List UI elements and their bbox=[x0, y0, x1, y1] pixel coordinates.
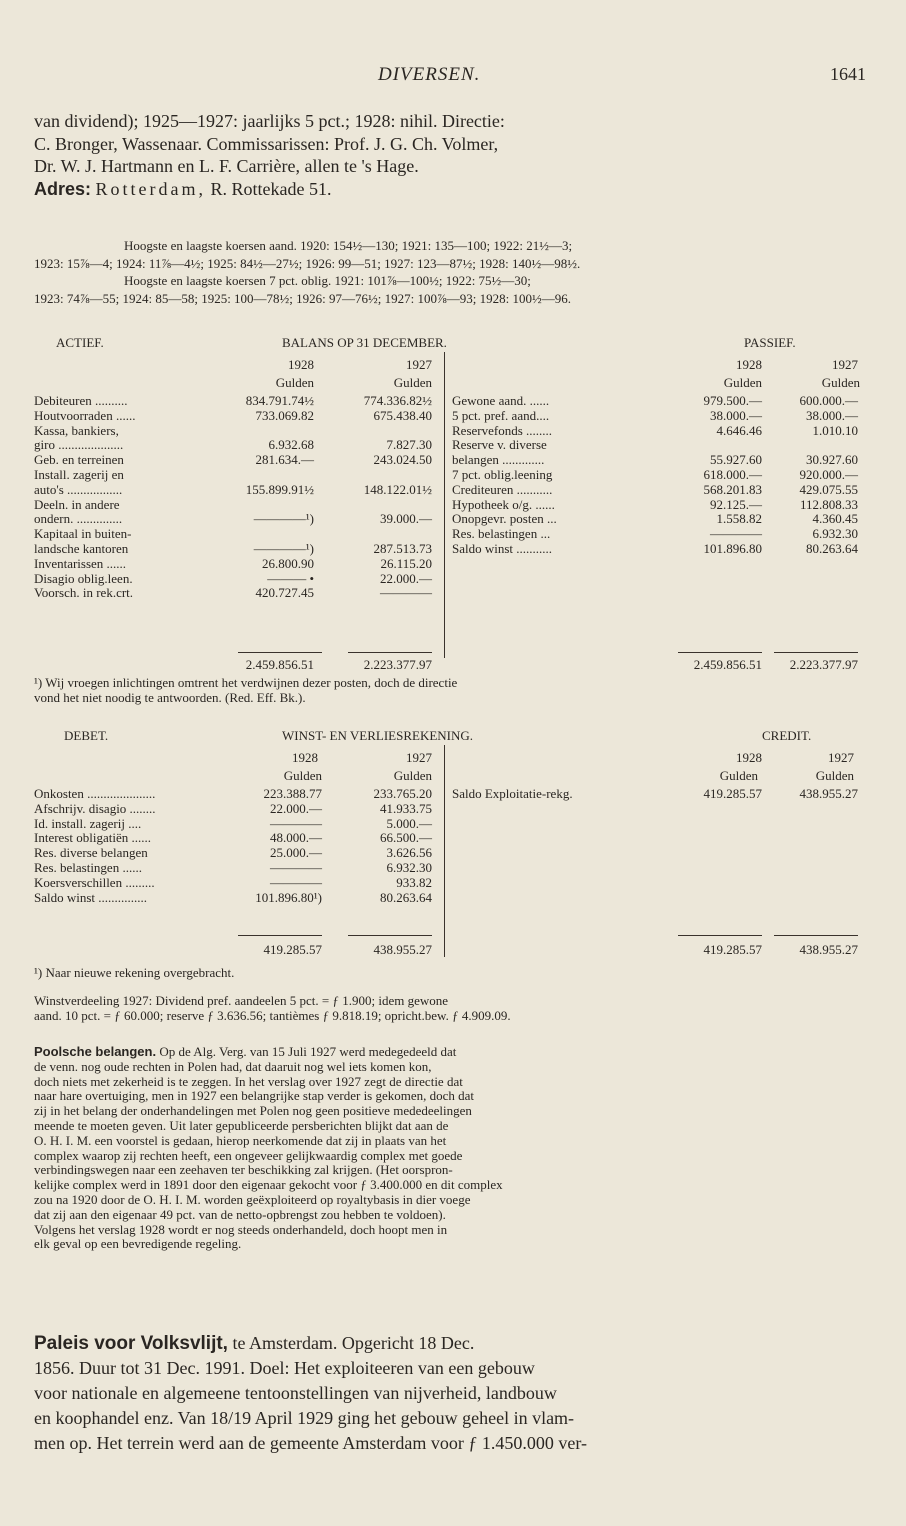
pl-debit-value: ———— bbox=[270, 874, 322, 890]
balance-asset-value: ———— bbox=[380, 585, 432, 601]
poolsche-line: elk geval op een bevredigende regeling. bbox=[34, 1236, 242, 1252]
pl-total-b: 438.955.27 bbox=[373, 942, 432, 957]
balance-right-year-b: 1927 bbox=[832, 357, 858, 372]
balance-total-b-right: 2.223.377.97 bbox=[789, 657, 858, 672]
poolsche-line: de venn. nog oude rechten in Polen had, dat daaruit nog wel iets komen kon, bbox=[34, 1058, 432, 1074]
pl-rule bbox=[774, 935, 858, 936]
pl-debit-value: 6.932.30 bbox=[386, 860, 432, 875]
balance-asset-label: Disagio oblig.leen. bbox=[34, 570, 133, 586]
balance-asset-label: Houtvoorraden ...... bbox=[34, 407, 136, 423]
balance-asset-value: 26.115.20 bbox=[380, 555, 432, 571]
pl-debit-label: Id. install. zagerij .... bbox=[34, 815, 142, 831]
pl-credit-value: 438.955.27 bbox=[799, 786, 858, 801]
pl-total-a-right: 419.285.57 bbox=[703, 942, 762, 957]
pl-right-unit-b: Gulden bbox=[815, 768, 854, 783]
balance-liability-value: 979.500.— bbox=[703, 393, 762, 408]
pl-center-title: WINST- EN VERLIESREKENING. bbox=[282, 728, 474, 743]
pl-debit-value: 233.765.20 bbox=[373, 786, 432, 801]
balance-asset-value: ————¹) bbox=[253, 511, 314, 527]
balance-footnote: ¹) Wij vroegen inlichtingen omtrent het verdwijnen dezer posten, doch de directie bbox=[34, 675, 458, 690]
address-city: Rotterdam, bbox=[95, 178, 206, 199]
quote-line: Hoogste en laagste koersen 7 pct. oblig. 1921: 101⅞—100½; 1922: 75½—30; bbox=[124, 273, 531, 288]
poolsche-section bbox=[34, 1045, 874, 1252]
balance-divider bbox=[444, 352, 445, 658]
balance-asset-label: Inventarissen ...... bbox=[34, 555, 127, 571]
balance-right-title: PASSIEF. bbox=[744, 335, 796, 350]
pl-divider bbox=[444, 745, 445, 957]
pl-credit-label: Saldo Exploitatie-rekg. bbox=[452, 786, 573, 801]
balance-liability-label: Gewone aand. ...... bbox=[452, 393, 550, 408]
pl-right-year-b: 1927 bbox=[828, 750, 854, 765]
balance-liability-value: 38.000.— bbox=[806, 407, 858, 423]
price-quotes bbox=[34, 237, 874, 307]
balance-liability-label: Crediteuren ........... bbox=[452, 481, 553, 497]
balance-asset-label: Install. zagerij en bbox=[34, 467, 124, 482]
balance-liability-value: 4.360.45 bbox=[812, 511, 858, 527]
balance-rule bbox=[348, 652, 432, 653]
intro-line: van dividend); 1925—1927: jaarlijks 5 pct.; 1928: nihil. Directie: bbox=[34, 111, 505, 131]
intro-line: C. Bronger, Wassenaar. Commissarissen: Prof. J. G. Ch. Volmer, bbox=[34, 133, 499, 154]
distribution-line: aand. 10 pct. = ƒ 60.000; reserve ƒ 3.636.56; tantièmes ƒ 9.818.19; opricht.bew. ƒ 4.909.09. bbox=[34, 1007, 511, 1023]
balance-left-year-a: 1928 bbox=[288, 357, 314, 372]
page-header bbox=[0, 64, 906, 88]
balance-asset-value: ————¹) bbox=[253, 541, 314, 556]
pl-left-year-a: 1928 bbox=[292, 750, 318, 765]
pl-debit-value: 41.933.75 bbox=[380, 800, 432, 816]
poolsche-line: meende te moeten geven. Uit later gepubliceerde persberichten blijkt dat aan de bbox=[34, 1117, 449, 1133]
balance-right-unit-a: Gulden bbox=[723, 375, 762, 390]
balance-asset-value: ——— • bbox=[267, 570, 314, 586]
pl-left-unit-a: Gulden bbox=[283, 768, 322, 783]
pl-footnote: ¹) Naar nieuwe rekening overgebracht. bbox=[34, 965, 235, 980]
balance-asset-label: Geb. en terreinen bbox=[34, 452, 124, 468]
balance-liability-label: 7 pct. oblig.leening bbox=[452, 467, 553, 482]
poolsche-line: doch niets met zekerheid is te zeggen. In het verslag over 1927 zegt de directie dat bbox=[34, 1073, 463, 1089]
pl-rule bbox=[348, 935, 432, 936]
balance-right-year-a: 1928 bbox=[736, 357, 762, 372]
balance-asset-label: auto's ................. bbox=[34, 481, 123, 497]
poolsche-heading: Poolsche belangen. bbox=[34, 1044, 157, 1059]
paleis-line: en koophandel enz. Van 18/19 April 1929 ging het gebouw geheel in vlam- bbox=[34, 1408, 575, 1428]
address-line bbox=[34, 178, 874, 201]
balance-footnote-cont: vond het niet noodig te antwoorden. (Red. Eff. Bk.). bbox=[34, 690, 306, 705]
pl-debit-label: Res. belastingen ...... bbox=[34, 860, 142, 875]
pl-debit-label: Afschrijv. disagio ........ bbox=[34, 800, 156, 816]
balance-left-unit-b: Gulden bbox=[393, 375, 432, 390]
balance-liability-value: 429.075.55 bbox=[799, 481, 858, 497]
balance-asset-value: 39.000.— bbox=[380, 511, 432, 527]
balance-asset-label: ondern. .............. bbox=[34, 511, 123, 527]
pl-debit-value: ———— bbox=[270, 815, 322, 831]
balance-asset-value: 6.932.68 bbox=[268, 437, 314, 453]
balance-liability-label: Saldo winst ........... bbox=[452, 541, 553, 556]
pl-debit-label: Koersverschillen ......... bbox=[34, 874, 155, 890]
pl-debit-value: ———— bbox=[270, 860, 322, 875]
profit-loss-account bbox=[34, 729, 874, 969]
balance-liability-value: 30.927.60 bbox=[806, 452, 858, 468]
quote-line: 1923: 15⅞—4; 1924: 11⅞—4½; 1925: 84½—27½; 1926: 99—51; 1927: 123—87½; 1928: 140½—98½. bbox=[34, 255, 581, 271]
poolsche-first-line bbox=[34, 1045, 874, 1060]
poolsche-line: verbindingswegen naar een zeehaven ter beschikking zal krijgen. (Het oorspron- bbox=[34, 1162, 453, 1178]
poolsche-line: O. H. I. M. een voorstel is gedaan, hierop neerkomende dat zij in plaats van het bbox=[34, 1132, 447, 1148]
balance-liability-value: 6.932.30 bbox=[812, 526, 858, 542]
balance-liability-value: ———— bbox=[710, 526, 762, 542]
balance-liability-label: Res. belastingen ... bbox=[452, 526, 551, 542]
pl-left-unit-b: Gulden bbox=[393, 768, 432, 783]
balance-liability-label: belangen ............. bbox=[452, 452, 545, 468]
poolsche-line: dat zij aan den eigenaar 49 pct. van de netto-opbrengst zou hebben te voldoen). bbox=[34, 1206, 446, 1222]
pl-debit-label: Res. diverse belangen bbox=[34, 845, 148, 861]
quote-line: Hoogste en laagste koersen aand. 1920: 154½—130; 1921: 135—100; 1922: 21½—3; bbox=[124, 238, 573, 253]
balance-asset-value: 287.513.73 bbox=[373, 541, 432, 556]
address-street: R. Rottekade 51. bbox=[210, 178, 332, 199]
pl-debit-value: 80.263.64 bbox=[380, 889, 432, 905]
pl-debit-label: Saldo winst ............... bbox=[34, 889, 148, 905]
balance-asset-value: 155.899.91½ bbox=[245, 481, 314, 497]
balance-liability-label: Reserve v. diverse bbox=[452, 437, 547, 453]
balance-liability-value: 1.558.82 bbox=[716, 511, 762, 527]
balance-liability-label: Reservefonds ........ bbox=[452, 422, 553, 438]
intro-text bbox=[34, 110, 874, 200]
balance-liability-value: 92.125.— bbox=[710, 496, 762, 512]
pl-debit-value: 101.896.80¹) bbox=[255, 889, 322, 905]
pl-debit-value: 25.000.— bbox=[270, 845, 322, 861]
balance-total-a-right: 2.459.856.51 bbox=[693, 657, 762, 672]
balance-asset-value: 26.800.90 bbox=[262, 555, 314, 571]
pl-debit-label: Interest obligatiën ...... bbox=[34, 830, 151, 846]
address-label: Adres: bbox=[34, 178, 92, 199]
pl-credit-value: 419.285.57 bbox=[703, 786, 762, 801]
pl-right-unit-a: Gulden bbox=[719, 768, 758, 783]
balance-liability-value: 618.000.— bbox=[703, 467, 762, 482]
paleis-line: men op. Het terrein werd aan de gemeente Amsterdam voor ƒ 1.450.000 ver- bbox=[34, 1433, 587, 1453]
balance-asset-value: 420.727.45 bbox=[255, 585, 314, 601]
balance-liability-value: 568.201.83 bbox=[703, 481, 762, 497]
balance-rule bbox=[678, 652, 762, 653]
balance-asset-value: 733.069.82 bbox=[255, 407, 314, 423]
balance-liability-value: 101.896.80 bbox=[703, 541, 762, 556]
balance-total-b: 2.223.377.97 bbox=[363, 657, 432, 672]
balance-asset-label: Debiteuren .......... bbox=[34, 393, 128, 408]
poolsche-line: kelijke complex werd in 1891 door den eigenaar gekocht voor ƒ 3.400.000 en dit complex bbox=[34, 1177, 503, 1193]
paleis-first-line bbox=[34, 1331, 874, 1356]
balance-liability-label: Hypotheek o/g. ...... bbox=[452, 496, 555, 512]
pl-left-year-b: 1927 bbox=[406, 750, 432, 765]
pl-debit-label: Onkosten ..................... bbox=[34, 786, 156, 801]
poolsche-line: Volgens het verslag 1928 wordt er nog steeds onderhandeld, doch hoopt men in bbox=[34, 1221, 448, 1237]
paleis-line: te Amsterdam. Opgericht 18 Dec. bbox=[227, 1333, 475, 1353]
balance-total-a: 2.459.856.51 bbox=[245, 657, 314, 672]
pl-debit-value: 5.000.— bbox=[386, 815, 432, 831]
pl-debit-value: 223.388.77 bbox=[263, 786, 322, 801]
balance-liability-value: 38.000.— bbox=[710, 407, 762, 423]
balance-asset-value: 774.336.82½ bbox=[363, 393, 432, 408]
poolsche-line: complex waarop zij rechten heeft, een ongeveer gelijkwaardig complex met goede bbox=[34, 1147, 463, 1163]
poolsche-line: zij in het belang der onderhandelingen met Polen nog geen positieve mededeelingen bbox=[34, 1103, 472, 1119]
pl-debit-value: 66.500.— bbox=[380, 830, 432, 846]
pl-debit-value: 48.000.— bbox=[270, 830, 322, 846]
balance-asset-value: 148.122.01½ bbox=[363, 481, 432, 497]
balance-rule bbox=[774, 652, 858, 653]
balance-liability-value: 1.010.10 bbox=[812, 422, 858, 438]
balance-asset-value: 834.791.74½ bbox=[245, 393, 314, 408]
balance-liability-value: 920.000.— bbox=[799, 467, 858, 482]
balance-asset-label: Deeln. in andere bbox=[34, 496, 120, 512]
balance-rule bbox=[238, 652, 322, 653]
poolsche-line: Op de Alg. Verg. van 15 Juli 1927 werd medegedeeld dat bbox=[156, 1044, 457, 1059]
intro-line: Dr. W. J. Hartmann en L. F. Carrière, allen te 's Hage. bbox=[34, 156, 419, 176]
balance-asset-value: 243.024.50 bbox=[373, 452, 432, 468]
balance-right-unit-b: Gulden bbox=[821, 375, 860, 390]
pl-rule bbox=[678, 935, 762, 936]
pl-total-b-right: 438.955.27 bbox=[799, 942, 858, 957]
balance-asset-label: landsche kantoren bbox=[34, 541, 129, 556]
balance-asset-label: Kapitaal in buiten- bbox=[34, 526, 132, 542]
balance-liability-value: 55.927.60 bbox=[710, 452, 762, 468]
pl-debit-value: 3.626.56 bbox=[386, 845, 432, 861]
balance-sheet bbox=[34, 336, 874, 676]
balance-liability-value: 600.000.— bbox=[799, 393, 858, 408]
balance-left-title: ACTIEF. bbox=[56, 335, 104, 350]
balance-liability-value: 112.808.33 bbox=[799, 496, 858, 512]
paleis-line: voor nationale en algemeene tentoonstellingen van nijverheid, landbouw bbox=[34, 1383, 557, 1403]
balance-asset-value: 675.438.40 bbox=[373, 407, 432, 423]
balance-liability-value: 80.263.64 bbox=[806, 541, 858, 556]
pl-right-title: CREDIT. bbox=[762, 728, 812, 743]
balance-asset-value: 7.827.30 bbox=[386, 437, 432, 453]
pl-total-a: 419.285.57 bbox=[263, 942, 322, 957]
paleis-name: Paleis voor Volksvlijt, bbox=[34, 1333, 228, 1354]
balance-left-unit-a: Gulden bbox=[275, 375, 314, 390]
balance-asset-value: 22.000.— bbox=[380, 570, 432, 586]
balance-center-title: BALANS OP 31 DECEMBER. bbox=[282, 335, 447, 350]
pl-debit-value: 22.000.— bbox=[270, 800, 322, 816]
pl-rule bbox=[238, 935, 322, 936]
distribution-line: Winstverdeeling 1927: Dividend pref. aandeelen 5 pct. = ƒ 1.900; idem gewone bbox=[34, 993, 449, 1008]
balance-asset-label: Kassa, bankiers, bbox=[34, 422, 119, 438]
balance-liability-label: 5 pct. pref. aand.... bbox=[452, 407, 550, 423]
page-number: 1641 bbox=[830, 64, 866, 84]
balance-liability-label: Onopgevr. posten ... bbox=[452, 511, 557, 527]
paleis-section bbox=[34, 1331, 874, 1456]
profit-distribution bbox=[34, 994, 874, 1024]
quote-line: 1923: 74⅞—55; 1924: 85—58; 1925: 100—78½; 1926: 97—76½; 1927: 100⅞—93; 1928: 100½—96. bbox=[34, 290, 571, 306]
balance-asset-label: giro .................... bbox=[34, 437, 124, 453]
pl-left-title: DEBET. bbox=[64, 728, 109, 743]
balance-left-year-b: 1927 bbox=[406, 357, 432, 372]
paleis-line: 1856. Duur tot 31 Dec. 1991. Doel: Het exploiteeren van een gebouw bbox=[34, 1358, 535, 1378]
poolsche-line: zou na 1920 door de O. H. I. M. worden geëxploiteerd op royaltybasis in dier voege bbox=[34, 1191, 471, 1207]
pl-right-year-a: 1928 bbox=[736, 750, 762, 765]
balance-asset-label: Voorsch. in rek.crt. bbox=[34, 585, 134, 601]
pl-debit-value: 933.82 bbox=[396, 874, 432, 890]
balance-liability-value: 4.646.46 bbox=[716, 422, 762, 438]
running-title: DIVERSEN. bbox=[378, 64, 481, 85]
poolsche-line: naar hare overtuiging, men in 1927 een belangrijke stap verder is gekomen, doch dat bbox=[34, 1088, 475, 1104]
balance-asset-value: 281.634.— bbox=[255, 452, 314, 468]
